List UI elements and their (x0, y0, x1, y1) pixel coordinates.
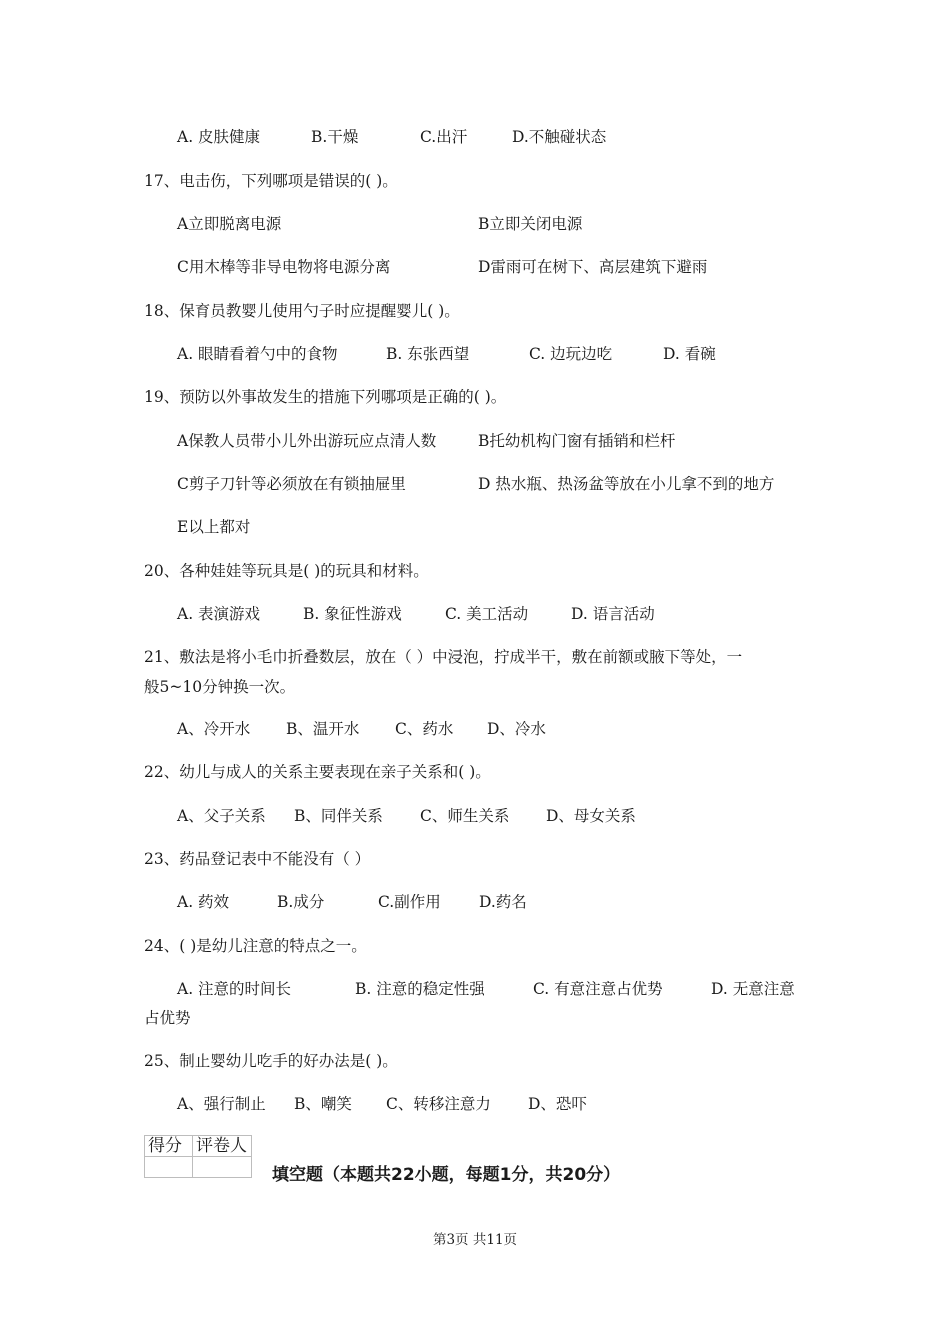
q16-option-b: B.干燥 (311, 128, 359, 146)
q19-stem: 19、预防以外事故发生的措施下列哪项是正确的( )。 (144, 388, 507, 406)
q22-option-d: D、母女关系 (546, 807, 636, 825)
page-number: 第3页 共11页 (432, 1232, 518, 1248)
q16-option-a: A. 皮肤健康 (177, 128, 261, 146)
q23-option-d: D.药名 (479, 893, 527, 911)
q20-option-b: B. 象征性游戏 (303, 605, 402, 623)
q22-stem: 22、幼儿与成人的关系主要表现在亲子关系和( )。 (144, 763, 491, 781)
q22-options (177, 805, 636, 827)
score-header: 得分 (145, 1136, 193, 1157)
q23-option-a: A. 药效 (177, 893, 230, 911)
q16-option-d: D.不触碰状态 (512, 128, 607, 146)
q25-option-d: D、恐吓 (528, 1095, 587, 1113)
q17-options-row2 (177, 256, 707, 278)
q21-options (177, 718, 546, 740)
q25-stem: 25、制止婴幼儿吃手的好办法是( )。 (144, 1052, 398, 1070)
q23-option-c: C.副作用 (378, 893, 441, 911)
q21-option-b: B、温开水 (286, 720, 360, 738)
q20-option-a: A. 表演游戏 (177, 605, 261, 623)
q24-option-d-continued: 占优势 (144, 1009, 191, 1027)
q24-options (177, 978, 795, 1000)
q22-option-a: A、父子关系 (177, 807, 266, 825)
q17-option-a: A立即脱离电源 (177, 215, 282, 233)
q17-options-row1 (177, 213, 582, 235)
score-table (144, 1135, 252, 1178)
q21-stem-line1: 21、敷法是将小毛巾折叠数层，放在（ ）中浸泡，拧成半干，敷在前额或腋下等处，一 (144, 648, 743, 666)
q23-stem: 23、药品登记表中不能没有（ ） (144, 850, 371, 868)
q24-option-c: C. 有意注意占优势 (533, 980, 663, 998)
q24-option-a: A. 注意的时间长 (177, 980, 292, 998)
score-cell (145, 1157, 193, 1178)
q21-stem-line2: 般5~10分钟换一次。 (144, 678, 296, 696)
q20-stem: 20、各种娃娃等玩具是( )的玩具和材料。 (144, 562, 429, 580)
q22-option-b: B、同伴关系 (294, 807, 383, 825)
q20-option-d: D. 语言活动 (571, 605, 655, 623)
q17-stem: 17、电击伤，下列哪项是错误的( )。 (144, 172, 398, 190)
q19-option-a: A保教人员带小儿外出游玩应点清人数 (177, 432, 437, 450)
q25-options (177, 1093, 587, 1115)
q19-option-b: B托幼机构门窗有插销和栏杆 (478, 432, 676, 450)
q18-option-a: A. 眼睛看着勺中的食物 (177, 345, 338, 363)
q22-option-c: C、师生关系 (420, 807, 510, 825)
q21-option-c: C、药水 (395, 720, 454, 738)
q23-option-b: B.成分 (277, 893, 325, 911)
q24-option-b: B. 注意的稳定性强 (355, 980, 485, 998)
q18-option-b: B. 东张西望 (386, 345, 470, 363)
q18-options (177, 343, 716, 365)
q25-option-a: A、强行制止 (177, 1095, 266, 1113)
q16-option-c: C.出汗 (420, 128, 468, 146)
q19-options-row1 (177, 430, 675, 452)
grader-cell (193, 1157, 252, 1178)
q17-option-d: D雷雨可在树下、高层建筑下避雨 (478, 258, 708, 276)
q21-option-d: D、冷水 (487, 720, 546, 738)
q21-option-a: A、冷开水 (177, 720, 251, 738)
q17-option-c: C用木棒等非导电物将电源分离 (177, 258, 391, 276)
q24-option-d: D. 无意注意 (711, 980, 795, 998)
q16-options (177, 126, 606, 148)
grader-header: 评卷人 (193, 1136, 252, 1157)
q25-option-c: C、转移注意力 (386, 1095, 491, 1113)
q24-stem: 24、( )是幼儿注意的特点之一。 (144, 937, 367, 955)
q19-option-d: D 热水瓶、热汤盆等放在小儿拿不到的地方 (478, 475, 775, 493)
section-title: 填空题（本题共22小题，每题1分，共20分） (272, 1165, 621, 1185)
q18-option-d: D. 看碗 (663, 345, 716, 363)
q18-stem: 18、保育员教婴儿使用勺子时应提醒婴儿( )。 (144, 302, 460, 320)
q20-option-c: C. 美工活动 (445, 605, 529, 623)
q20-options (177, 603, 655, 625)
q25-option-b: B、嘲笑 (294, 1095, 352, 1113)
q17-option-b: B立即关闭电源 (478, 215, 583, 233)
q19-options-row2 (177, 473, 774, 495)
q19-option-e: E以上都对 (177, 518, 251, 536)
q18-option-c: C. 边玩边吃 (529, 345, 613, 363)
q23-options (177, 891, 527, 913)
q19-option-c: C剪子刀针等必须放在有锁抽屉里 (177, 475, 406, 493)
